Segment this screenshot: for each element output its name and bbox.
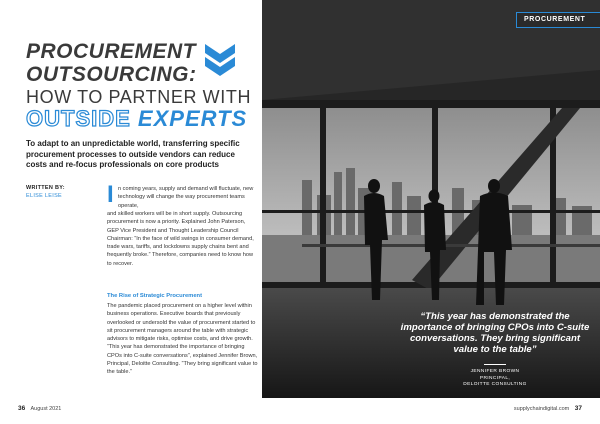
quote-attribution bbox=[412, 369, 578, 389]
drop-cap: I bbox=[107, 181, 114, 208]
website-url: supplychaindigital.com bbox=[513, 406, 570, 412]
body-paragraph-1-lead: n coming years, supply and demand will fluctuate, new technology will change the way procurement teams operate, bbox=[118, 186, 254, 209]
quote-divider bbox=[484, 364, 506, 365]
body-paragraph-2: The pandemic placed procurement on a higher level within business operations. Executive boards that previously overlooked or undersold the value of procurement started to sit procurement managers around the table with strategic advisors to mitigate risks, optimise costs, and drive growth. “This year has demonstrated the importance of bringing CPOs into C-suite conversations”, explained Jennifer Brown, Principal, Deloitte Consulting. “They bring significant value to the table.” bbox=[107, 303, 258, 376]
section-tag bbox=[516, 12, 600, 28]
footer-left bbox=[18, 405, 61, 412]
chevron-down-icon bbox=[203, 42, 237, 78]
pull-quote: “This year has demonstrated the importance of bringing CPOs into C-suite conversations. They bring significant value to the table” bbox=[400, 311, 590, 355]
solid-word: EXPERTS bbox=[137, 106, 248, 131]
issue-date: August 2021 bbox=[30, 406, 62, 412]
subtitle-highlight bbox=[26, 107, 247, 131]
section-subheading: The Rise of Strategic Procurement bbox=[107, 293, 203, 299]
byline-author: ELISE LEISE bbox=[26, 193, 63, 199]
body-paragraph-1: and skilled workers will be in short supply. Outsourcing procurement is now a priority. Explained John Paterson, GEP Vice President and Thought Leadership Council Chairman: “In the face of wild swings in consumer demand, trade wars, tariffs, and lockdowns supply chains bent and frequently broke.” Therefore, companies need to know how to recover. bbox=[107, 211, 254, 267]
right-page-photo bbox=[262, 0, 600, 398]
quote-org: DELOITTE CONSULTING bbox=[463, 382, 527, 387]
footer-right bbox=[514, 405, 582, 412]
section-tag-label: PROCUREMENT bbox=[524, 16, 586, 23]
quote-person: JENNIFER BROWN bbox=[470, 369, 520, 374]
outline-word: OUTSIDE bbox=[26, 106, 131, 131]
subtitle-line: HOW TO PARTNER WITH bbox=[26, 87, 252, 107]
quote-role: PRINCIPAL, bbox=[479, 375, 511, 381]
standfirst: To adapt to an unpredictable world, transferring specific procurement processes to outside vendors can reduce costs and re-focus professionals on core products bbox=[26, 139, 240, 169]
page-number-left: 36 bbox=[18, 405, 26, 412]
byline-label: WRITTEN BY: bbox=[26, 185, 65, 191]
left-page bbox=[0, 0, 262, 424]
title-line-2: OUTSOURCING: bbox=[26, 63, 197, 86]
page-number-right: 37 bbox=[574, 405, 582, 412]
title-line-1: PROCUREMENT bbox=[26, 40, 197, 63]
